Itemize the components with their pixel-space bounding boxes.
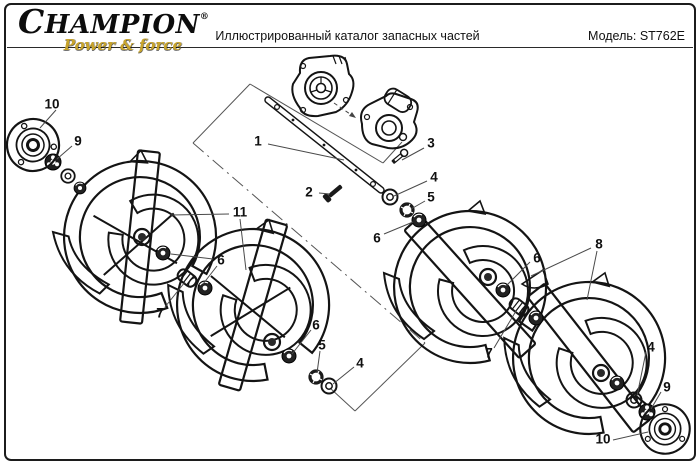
callout-label-6: 6	[533, 250, 541, 266]
nut-icon	[529, 311, 543, 325]
center-line	[193, 143, 425, 343]
auger-shaft-icon	[268, 100, 381, 190]
callout-label-9: 9	[74, 133, 82, 149]
washer-icon	[383, 190, 398, 205]
callout-label-2: 2	[305, 184, 313, 200]
nut-icon	[412, 213, 426, 227]
lock-washer-icon	[401, 204, 413, 216]
leader-line	[319, 193, 330, 194]
callout-label-4: 4	[430, 169, 438, 185]
callout-label-5: 5	[427, 189, 435, 205]
gearbox-half-right-icon	[361, 86, 418, 148]
leader-line	[587, 251, 597, 300]
callout-8	[531, 237, 603, 301]
hub-bolt-icon	[496, 283, 510, 297]
callout-label-7: 7	[485, 345, 493, 361]
shear-pin-icon	[390, 148, 409, 165]
callout-4	[333, 356, 364, 385]
callout-label-11: 11	[232, 204, 248, 220]
gearbox-half-left-icon	[292, 56, 353, 116]
brand-rest: HAMPION	[44, 10, 200, 40]
callout-label-4: 4	[647, 339, 655, 355]
leader-line	[40, 110, 56, 128]
leader-line	[384, 222, 413, 234]
auger-3-icon	[384, 201, 546, 363]
brand-initial: C	[18, 2, 45, 41]
callout-label-10: 10	[595, 431, 611, 447]
callout-label-3: 3	[427, 135, 435, 151]
registered-mark: ®	[199, 12, 210, 22]
leader-line	[394, 181, 427, 196]
hub-bolt-icon	[156, 246, 170, 260]
hub-pin-icon	[480, 269, 496, 285]
callout-11	[171, 205, 248, 271]
leader-line	[171, 214, 229, 215]
lock-washer-icon	[310, 371, 322, 383]
callout-label-8: 8	[595, 236, 603, 252]
brand-tagline: Power & force	[63, 36, 182, 54]
callout-label-6: 6	[312, 317, 320, 333]
callout-label-6: 6	[373, 230, 381, 246]
carriage-bolt-icon	[322, 182, 344, 203]
callout-label-6: 6	[217, 252, 225, 268]
callout-label-9: 9	[663, 379, 671, 395]
nut-icon	[198, 281, 212, 295]
hub-pin-icon	[264, 334, 280, 350]
callout-label-5: 5	[318, 337, 326, 353]
model-label: Модель: ST762E	[588, 29, 685, 43]
auger-2-icon	[161, 213, 335, 397]
washer-icon	[61, 169, 75, 183]
brand-logo	[18, 2, 210, 54]
callout-label-1: 1	[254, 133, 262, 149]
hub-pin-icon	[593, 365, 609, 381]
washer-icon	[322, 379, 337, 394]
callout-10	[40, 97, 60, 129]
leader-line	[411, 201, 425, 209]
callout-label-7: 7	[156, 305, 164, 321]
callout-5	[411, 190, 435, 210]
callout-3	[402, 136, 435, 161]
callout-label-10: 10	[44, 96, 60, 112]
callout-10	[595, 432, 648, 447]
callout-9	[57, 134, 82, 160]
callout-5	[317, 338, 326, 374]
catalog-title: Иллюстрированный каталог запасных частей	[215, 29, 480, 43]
callout-label-4: 4	[356, 355, 364, 371]
nut-icon	[74, 182, 86, 194]
hub-bolt-icon	[610, 376, 624, 390]
leader-line	[333, 367, 354, 384]
leader-line	[317, 351, 320, 373]
brand-name	[18, 2, 210, 41]
callout-layer	[40, 97, 671, 447]
